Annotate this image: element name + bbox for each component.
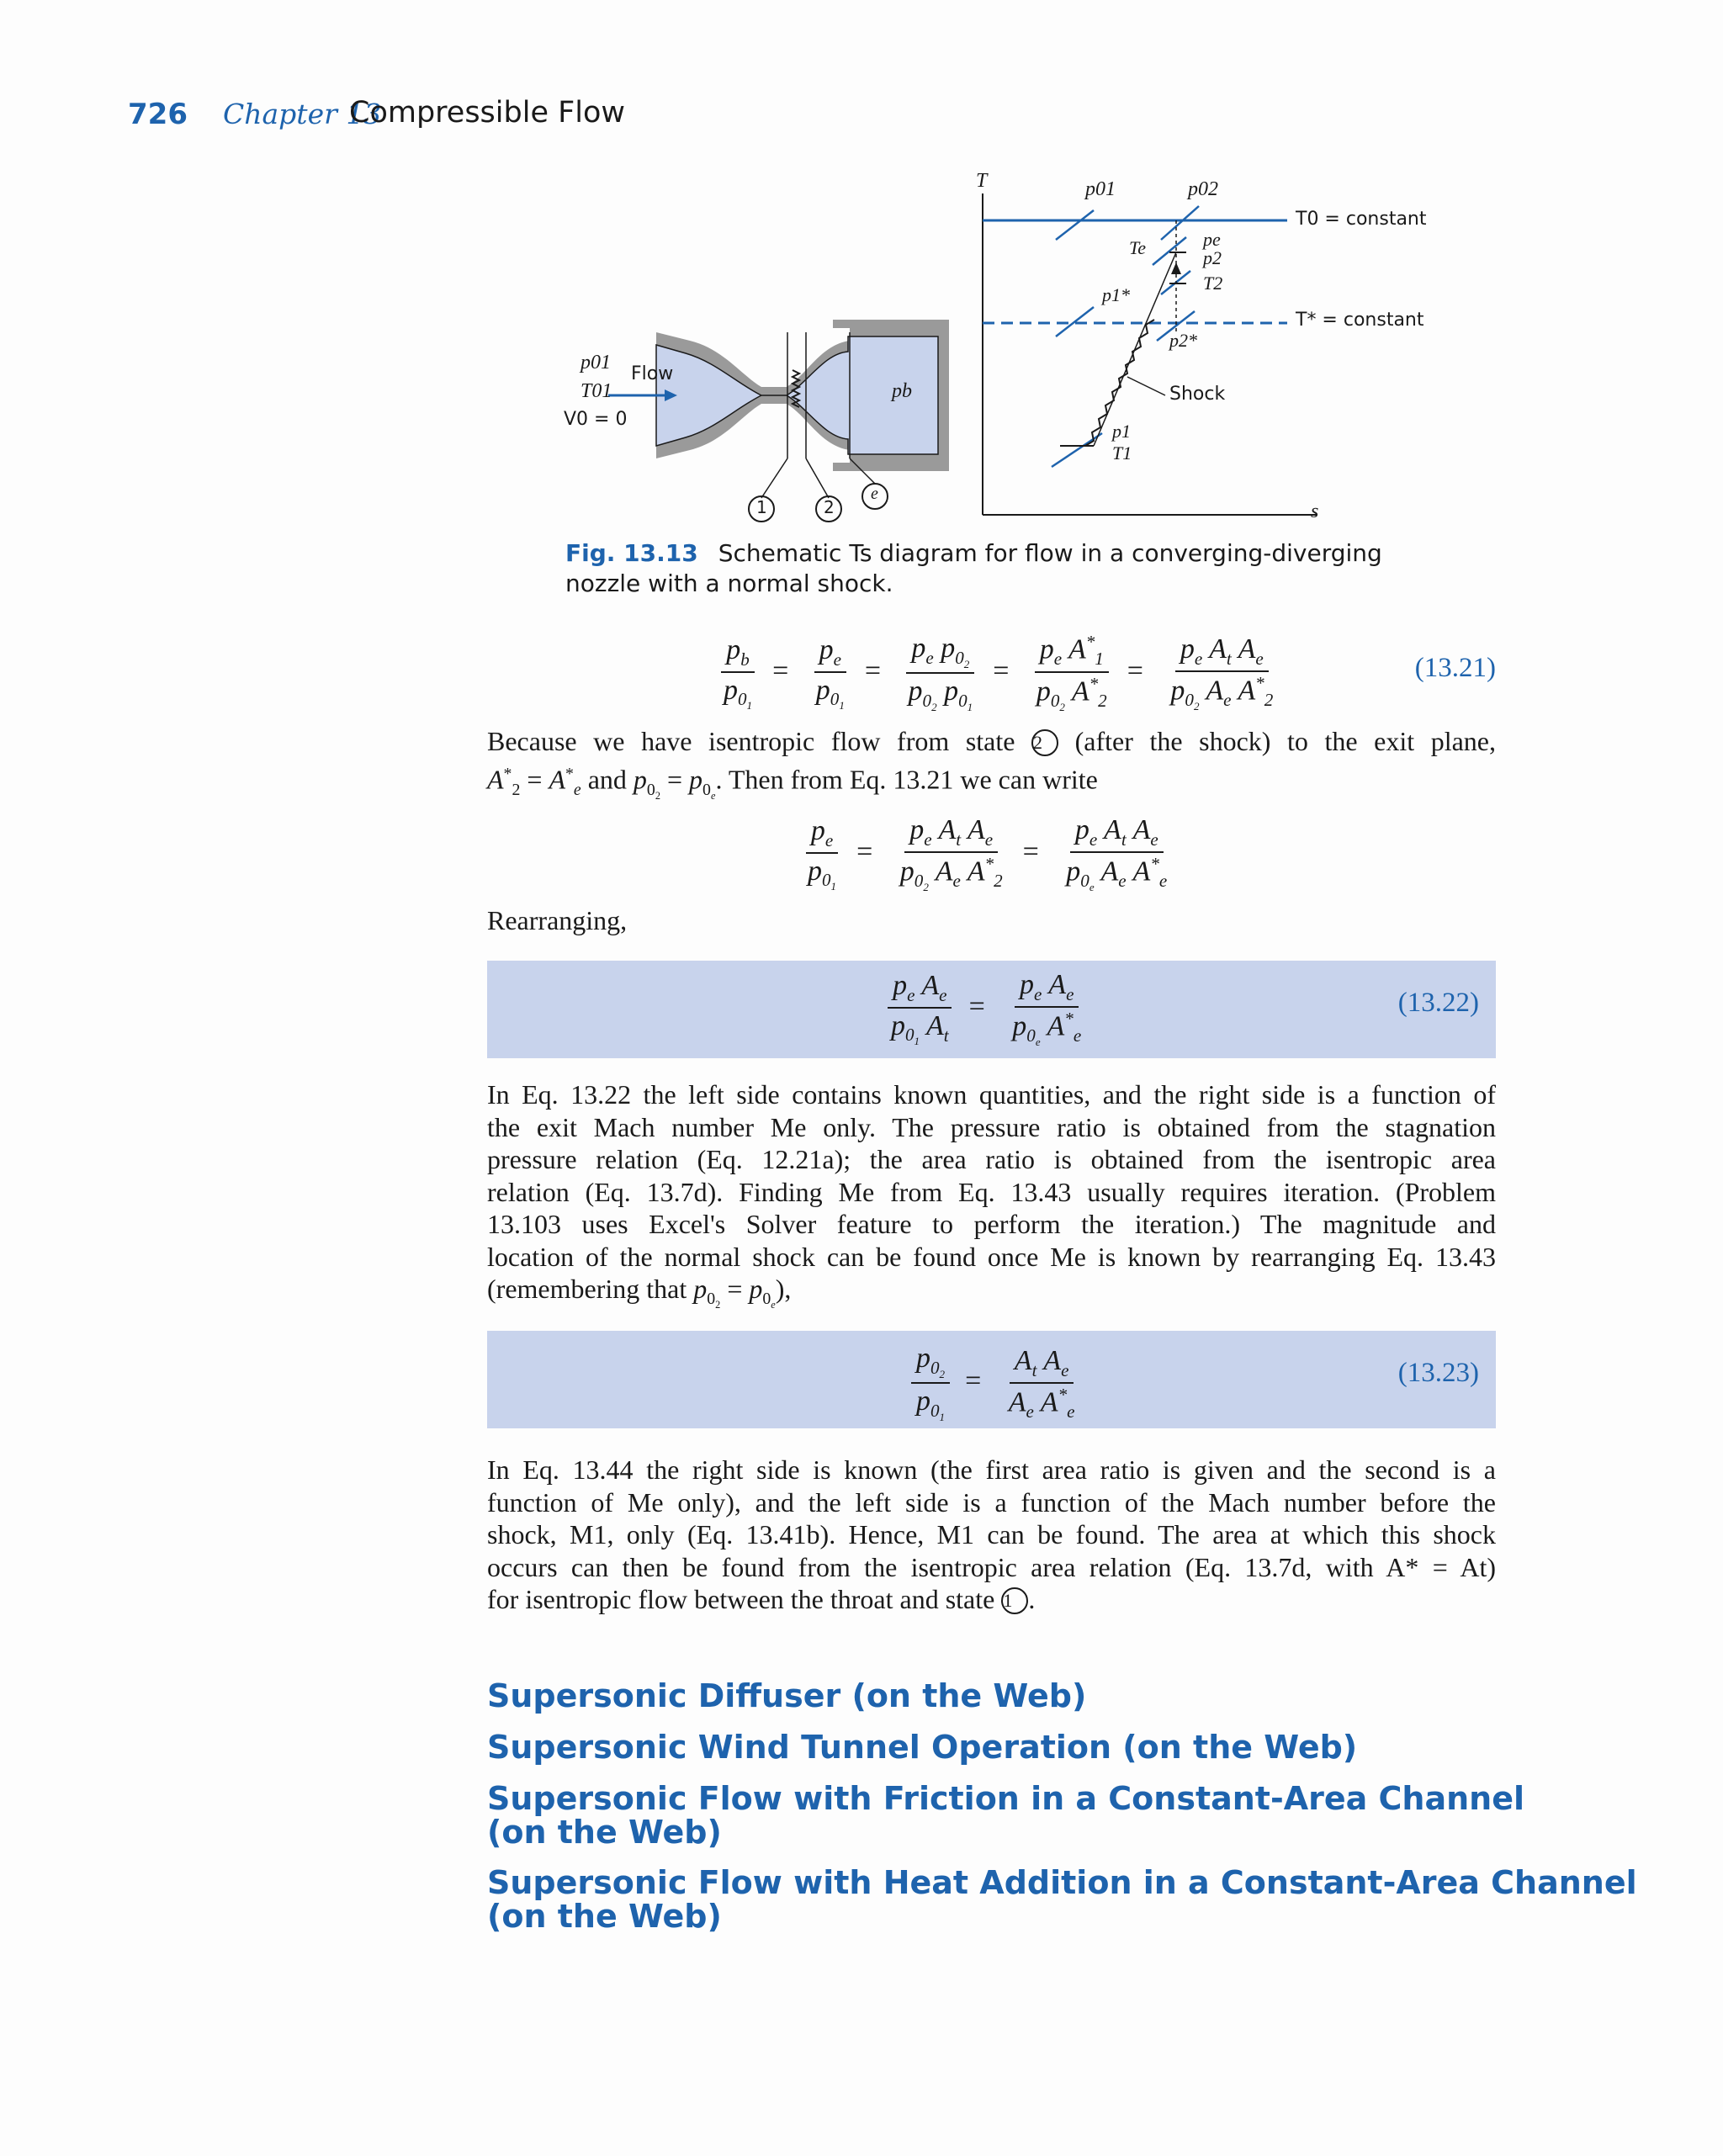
paragraph-3: In Eq. 13.44 the right side is known (the first area ratio is given and the second is a function of Me only), and the left side is a function of the Mach number before the shock, M1, only (Eq. 13.41b). Hence, M1 can be found. The area at which this shock occurs can then be found from the isentropic area relation (Eq. 13.7d, with A* = At) for isentropic flow between the throat and state 1 .	[487, 1454, 1496, 1614]
label-flow: Flow	[631, 363, 674, 384]
label-exit: e	[871, 485, 878, 503]
equation-box-13-22	[487, 961, 1496, 1058]
label-pb: pb	[892, 380, 912, 402]
para2-line-2: the exit Mach number Me only. The pressure ratio is obtained from the stagnation	[487, 1111, 1496, 1142]
label-p1: p1	[1112, 421, 1131, 442]
para1-text-a: Because we have isentropic flow from state	[487, 726, 1015, 756]
label-p2: p2	[1203, 247, 1222, 268]
heading-friction[interactable]: Supersonic Flow with Friction in a Constant-Area Channel	[487, 1780, 1525, 1817]
paragraph-2: In Eq. 13.22 the left side contains known quantities, and the right side is a function of the exit Mach number Me only. The pressure ratio is obtained from the stagnation pressure relation (Eq. 12.21a); the area ratio is obtained from the isentropic area relation (Eq. 13.7d). Finding Me from Eq. 13.43 usually requires iteration. (Problem 13.103 uses Excel's Solver feature to perform the iteration.) The magnitude and location of the normal shock can be found once Me is known by rearranging Eq. 13.43 (remembering that $p_{0_2} = p_{0_e}$),	[487, 1079, 1496, 1311]
label-Tstar-constant: T* = constant	[1296, 310, 1424, 331]
label-T1: T1	[1112, 442, 1132, 464]
para2-line-3: pressure relation (Eq. 12.21a); the area ratio is obtained from the isentropic area	[487, 1144, 1496, 1174]
page-number: 726	[128, 98, 188, 131]
equation-13-23: $\frac{p_{0_2}}{p_{0_1}}$ = $\frac{A_t A_e}{A_e A^*_e}$	[908, 1343, 1083, 1424]
equation-13-21: $\frac{p_b}{p_{0_1}}$ = $\frac{p_e}{p_{0_1}}$ = $\frac{p_e p_{0_2}}{p_{0_2} p_{0_1}}$ = $\frac{p_e A^*_1}{p_{0_2} A^*_2}$ = $\frac{p_e A_t A_e}{p_{0_2} A_e A^*_2}$	[715, 633, 1281, 714]
label-pe: pe	[1203, 229, 1221, 250]
rearranging-label: Rearranging,	[487, 905, 628, 935]
label-s-axis: s	[1311, 501, 1319, 522]
heading-heat-addition[interactable]: Supersonic Flow with Heat Addition in a Constant-Area Channel	[487, 1864, 1637, 1901]
equation-box-13-23	[487, 1331, 1496, 1428]
label-p2-star: p2*	[1169, 330, 1197, 351]
label-ts-p02: p02	[1188, 178, 1218, 200]
label-T-axis: T	[976, 170, 988, 192]
para2-line-7: (remembering that	[487, 1274, 687, 1304]
figure-number: Fig. 13.13	[565, 539, 698, 567]
label-ts-p01: p01	[1085, 178, 1116, 200]
label-T2: T2	[1203, 273, 1223, 294]
para3-line-4: occurs can then be found from the isentropic area relation (Eq. 13.7d, with A* = At)	[487, 1551, 1496, 1582]
para1-text-c: and	[587, 764, 627, 795]
label-shock: Shock	[1169, 384, 1226, 405]
label-T0-constant: T0 = constant	[1296, 209, 1427, 230]
heading-heat-addition-cont[interactable]: (on the Web)	[487, 1898, 722, 1935]
rearranging-text	[487, 904, 1496, 937]
para3-line-3: shock, M1, only (Eq. 13.41b). Hence, M1 can be found. The area at which this shock	[487, 1519, 1496, 1549]
para3-line-1: In Eq. 13.44 the right side is known (the first area ratio is given and the second is a	[487, 1454, 1496, 1485]
equation-13-22: $\frac{p_e A_e}{p_{0_1} A_t}$ = $\frac{p_e A_e}{p_{0_e} A^*_e}$	[883, 969, 1089, 1049]
equation-intermediate: $\frac{p_e}{p_{0_1}}$ = $\frac{p_e A_t A_e}{p_{0_2} A_e A^*_2}$ = $\frac{p_e A_t A_e}{p_{0_e} A_e A^*_e}$	[799, 814, 1175, 894]
equation-number-13-22: (13.22)	[1397, 988, 1479, 1018]
figure-caption	[565, 538, 1457, 599]
chapter-title: Compressible Flow	[349, 96, 626, 130]
label-Te: Te	[1129, 237, 1146, 258]
caption-text: Schematic Ts diagram for flow in a converging-diverging nozzle with a normal shock.	[565, 539, 1382, 597]
para2-line-1: In Eq. 13.22 the left side contains known quantities, and the right side is a function of	[487, 1079, 1496, 1110]
label-p1-star: p1*	[1102, 284, 1130, 305]
heading-supersonic-diffuser[interactable]: Supersonic Diffuser (on the Web)	[487, 1677, 1087, 1714]
equation-number-13-21: (13.21)	[1414, 653, 1496, 683]
para1-text-b: (after the shock) to the exit plane,	[1074, 726, 1497, 756]
paragraph-1: Because we have isentropic flow from state 2 (after the shock) to the exit plane, $A^*_2 = A^*_e$ and $p_{0_2} = p_{0_e}$. Then from Eq. 13.21 we can write	[487, 726, 1497, 802]
para2-line-6: location of the normal shock can be found once Me is known by rearranging Eq. 13.43	[487, 1241, 1496, 1272]
nozzle-diagram	[608, 320, 949, 522]
equation-number-13-23: (13.23)	[1397, 1358, 1479, 1388]
para3-line-2: function of Me only), and the left side is a function of the Mach number before the	[487, 1486, 1496, 1518]
label-state-2: 2	[824, 497, 835, 517]
para2-line-4: relation (Eq. 13.7d). Finding Me from Eq. 13.43 usually requires iteration. (Problem	[487, 1176, 1496, 1207]
para3-line-5: for isentropic flow between the throat and state	[487, 1584, 995, 1614]
label-p01: p01	[581, 352, 611, 373]
ts-diagram	[983, 193, 1317, 515]
figure-13-13	[547, 160, 1439, 538]
label-T01: T01	[581, 380, 612, 402]
para2-line-5: 13.103 uses Excel's Solver feature to perform the iteration.) The magnitude and	[487, 1209, 1496, 1239]
chapter-label: Chapter 13	[223, 98, 382, 130]
heading-friction-cont[interactable]: (on the Web)	[487, 1814, 722, 1851]
label-V0: V0 = 0	[564, 409, 628, 430]
label-state-1: 1	[756, 497, 767, 517]
heading-wind-tunnel[interactable]: Supersonic Wind Tunnel Operation (on the Web)	[487, 1729, 1358, 1766]
para1-text-d: . Then from Eq. 13.21 we can write	[715, 764, 1098, 795]
